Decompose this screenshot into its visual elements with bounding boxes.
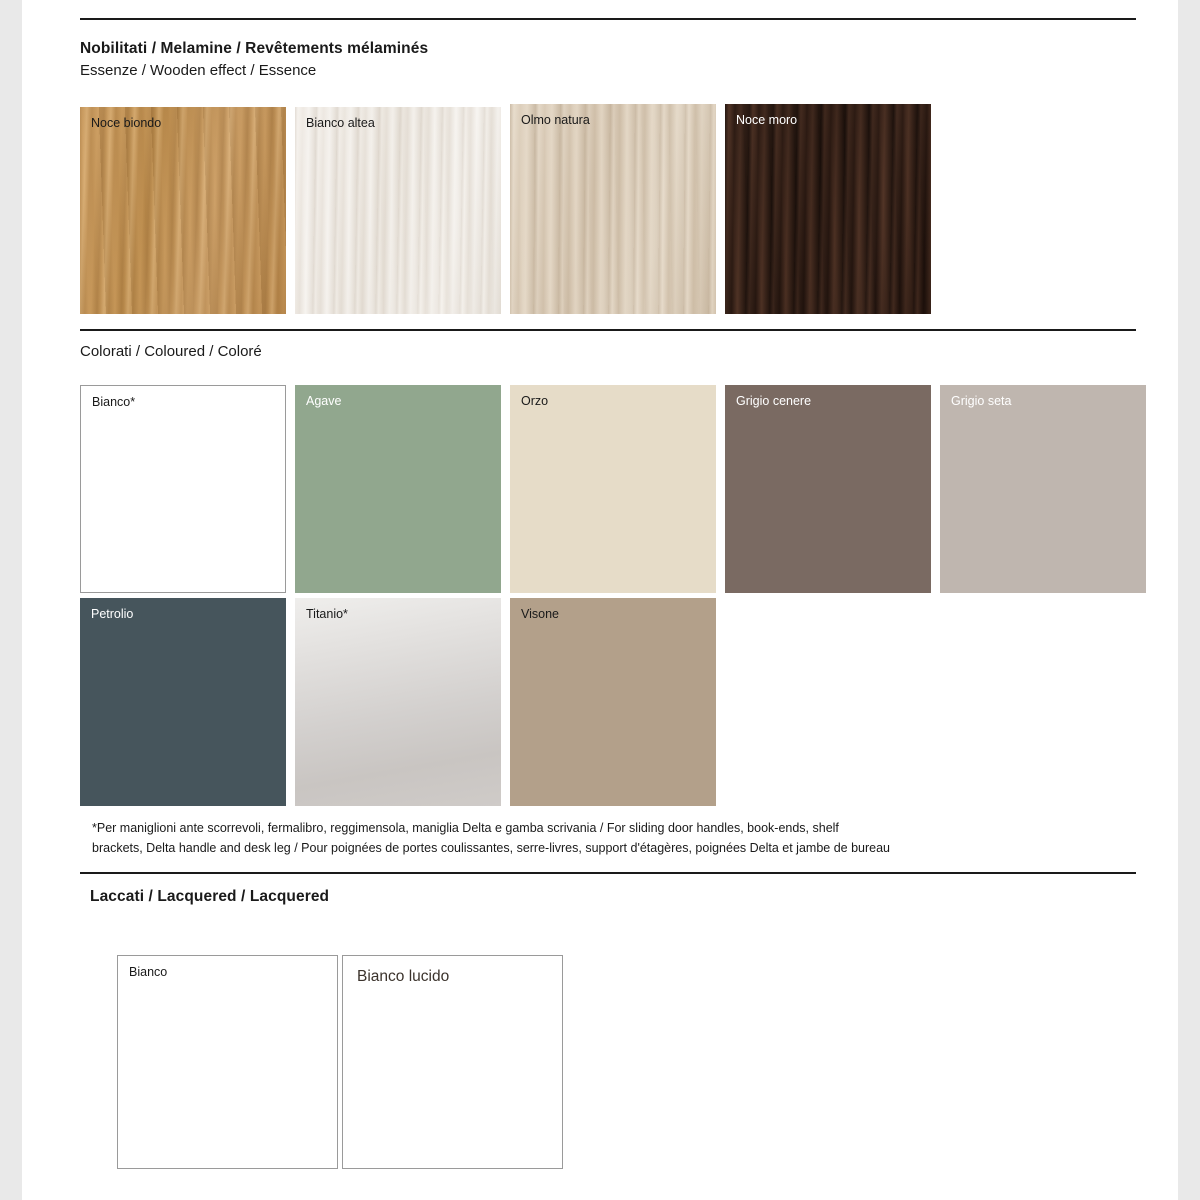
swatch-bianco-laccato[interactable] <box>117 955 338 1169</box>
swatch-orzo[interactable] <box>510 385 716 593</box>
divider-coloured <box>80 329 1136 331</box>
swatch-label: Visone <box>521 607 559 621</box>
swatch-label: Bianco lucido <box>357 968 450 985</box>
swatch-label: Orzo <box>521 394 549 408</box>
section-heading-lacquered: Laccati / Lacquered / Lacquered <box>90 888 330 905</box>
page-content <box>80 0 1142 1200</box>
swatch-bianco-lucido[interactable] <box>342 955 563 1169</box>
swatch-agave[interactable] <box>295 385 501 593</box>
swatch-bianco-altea[interactable] <box>295 107 501 314</box>
swatch-olmo-natura[interactable] <box>510 104 716 314</box>
swatch-label: Agave <box>306 394 342 408</box>
swatch-visone[interactable] <box>510 598 716 806</box>
section-heading-melamine: Nobilitati / Melamine / Revêtements mélaminés <box>80 40 429 57</box>
swatch-label: Petrolio <box>91 607 134 621</box>
footnote-line-2: brackets, Delta handle and desk leg / Pour poignées de portes coulissantes, serre-livres, support d'étagères, poignées Delta et jambe de bureau <box>92 841 890 855</box>
swatch-noce-biondo[interactable] <box>80 107 286 314</box>
divider-lacquered <box>80 872 1136 874</box>
swatch-petrolio[interactable] <box>80 598 286 806</box>
swatch-label: Titanio* <box>306 607 348 621</box>
swatch-grigio-cenere[interactable] <box>725 385 931 593</box>
swatch-label: Bianco* <box>92 395 136 409</box>
swatch-label: Noce biondo <box>91 116 162 130</box>
swatch-label: Noce moro <box>736 113 798 127</box>
swatch-label: Bianco <box>129 965 168 979</box>
swatch-label: Bianco altea <box>306 116 375 130</box>
footnote-line-1: *Per maniglioni ante scorrevoli, fermalibro, reggimensola, maniglia Delta e gamba scrivania / For sliding door handles, book-ends, shelf <box>92 821 839 835</box>
swatch-noce-moro[interactable] <box>725 104 931 314</box>
divider-top <box>80 18 1136 20</box>
swatch-bianco[interactable] <box>80 385 286 593</box>
swatch-titanio[interactable] <box>295 598 501 806</box>
section-title-coloured: Colorati / Coloured / Coloré <box>80 343 262 360</box>
swatch-grigio-seta[interactable] <box>940 385 1146 593</box>
page-sheet <box>22 0 1178 1200</box>
section-subheading-melamine: Essenze / Wooden effect / Essence <box>80 62 317 79</box>
swatch-label: Grigio cenere <box>736 394 812 408</box>
swatch-label: Grigio seta <box>951 394 1012 408</box>
swatch-label: Olmo natura <box>521 113 590 127</box>
